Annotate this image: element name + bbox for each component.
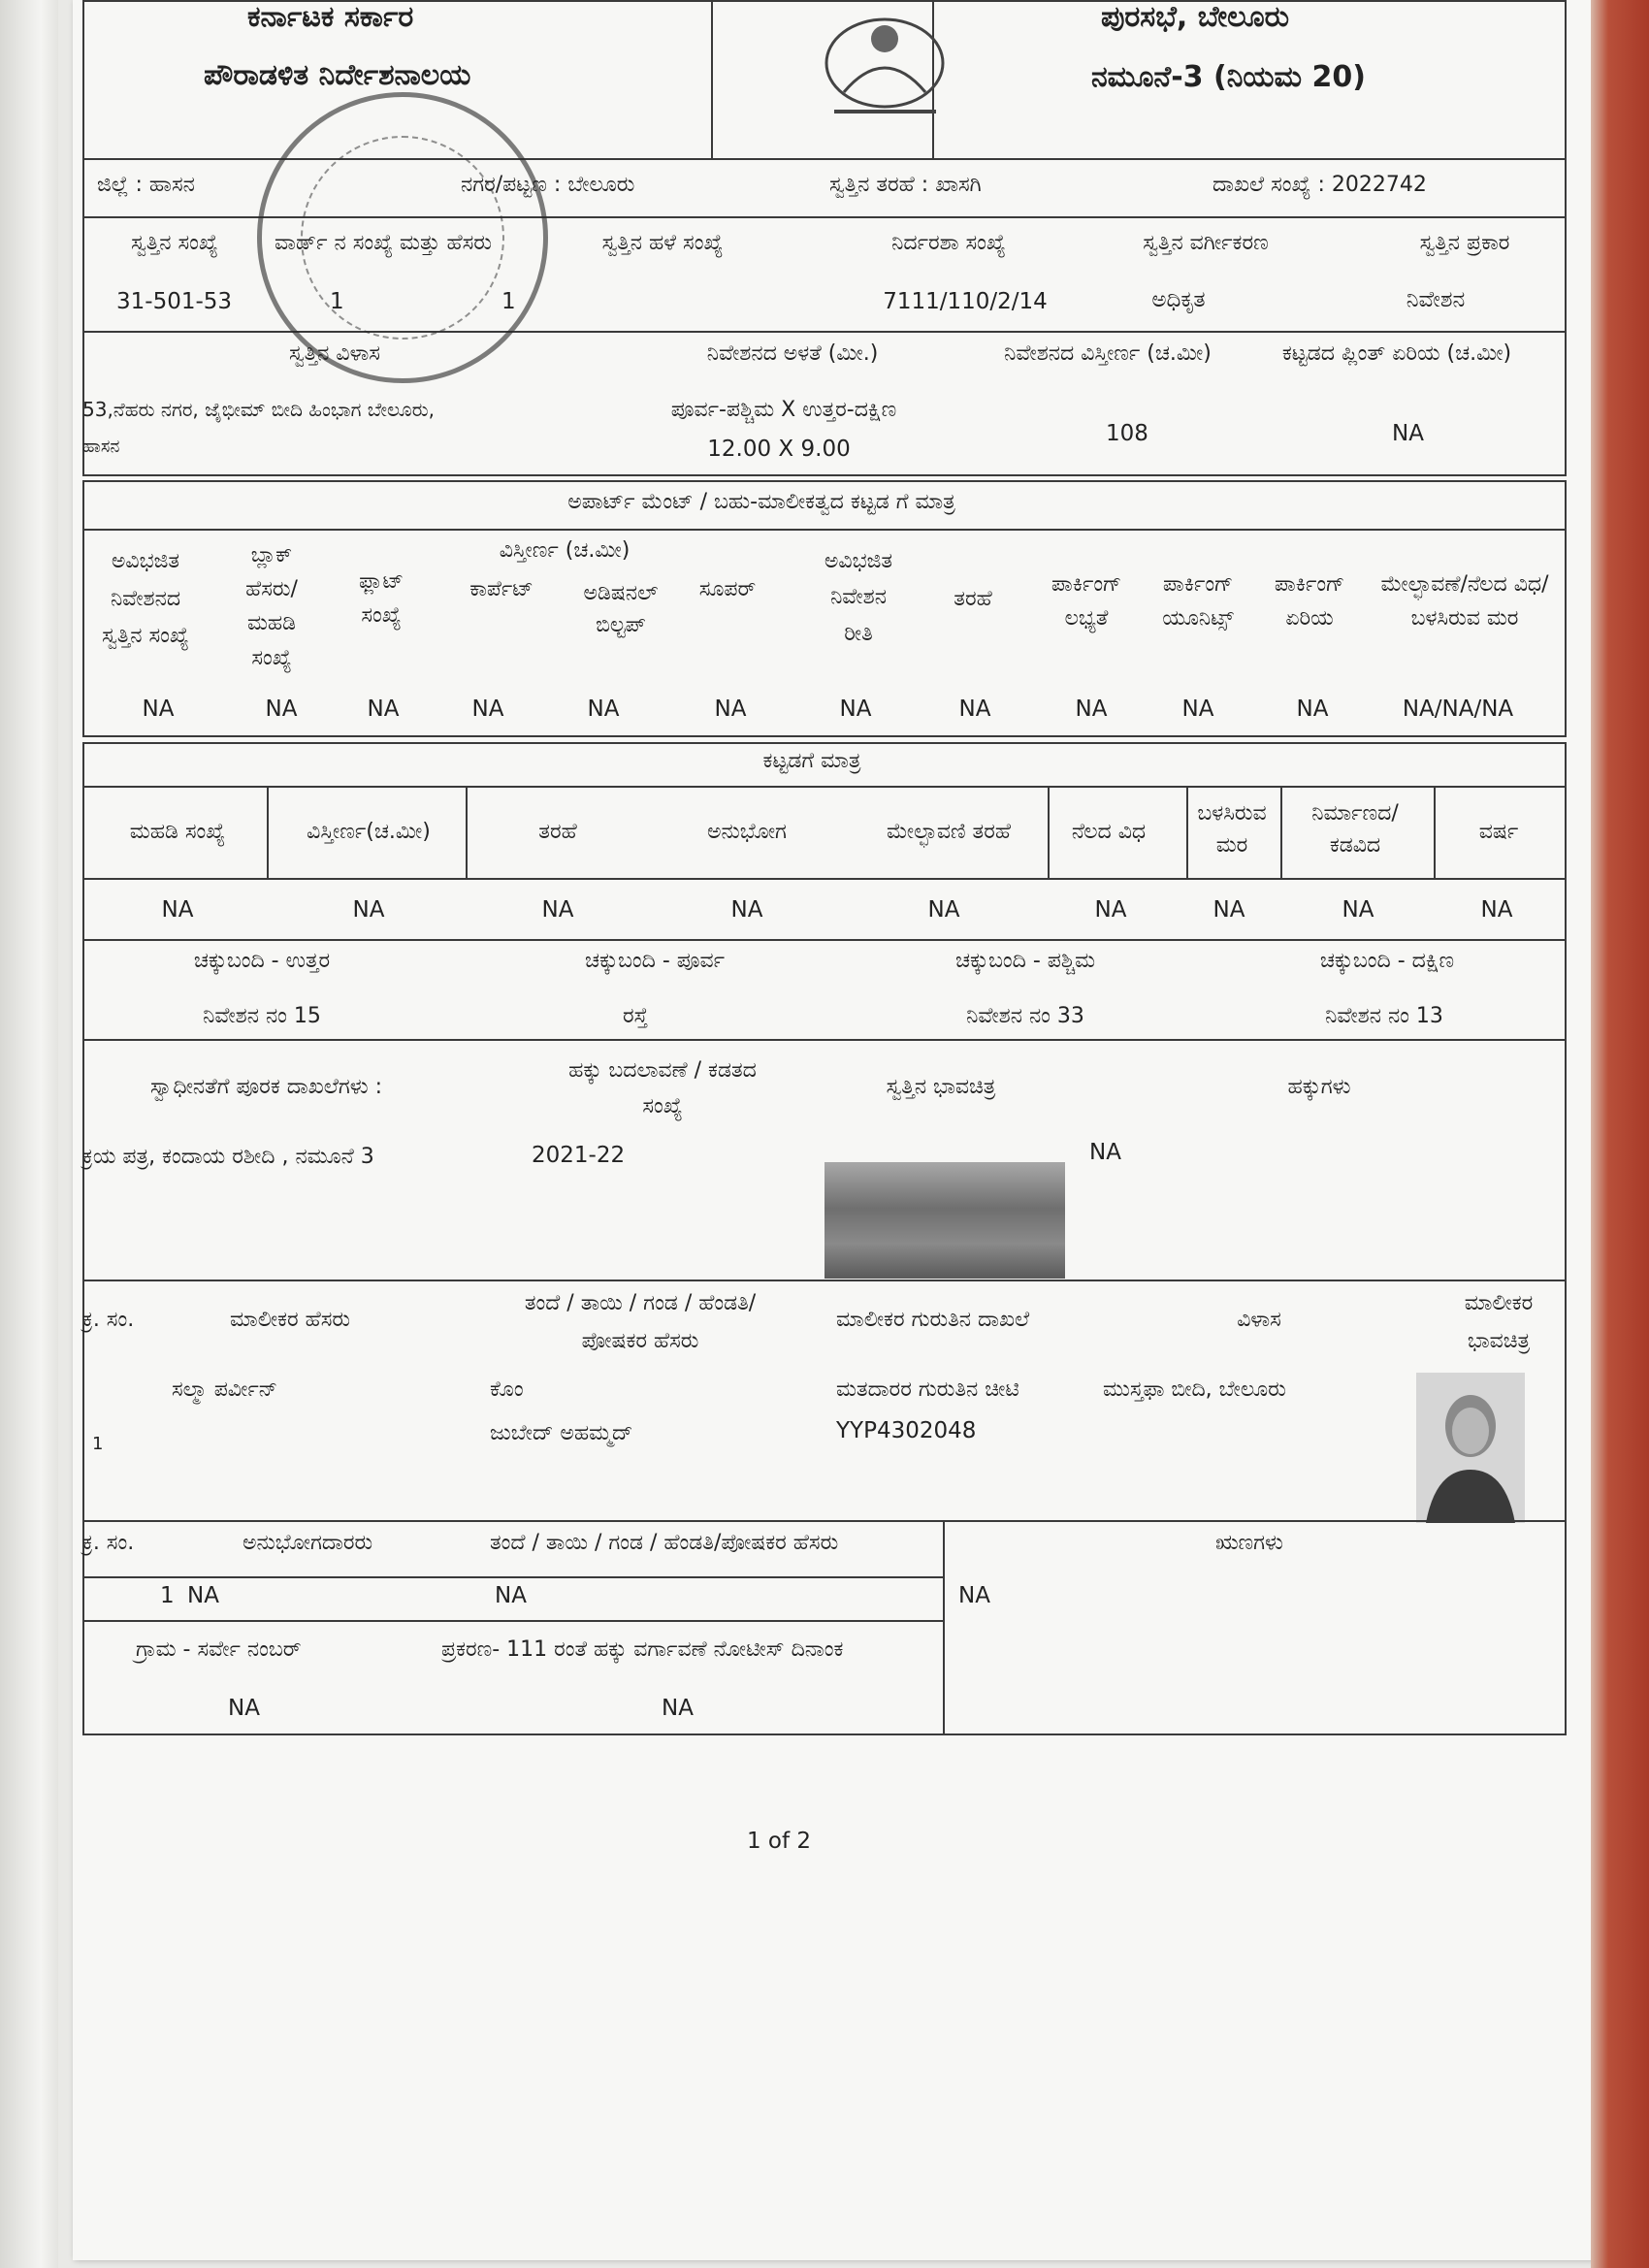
form-frame [82,0,1567,1736]
property-number: 31-501-53 [116,289,233,314]
record-number: ದಾಖಲೆ ಸಂಖ್ಯೆ : 2022742 [1212,173,1427,197]
apartment-header-1: ಬ್ಲಾಕ್ ಹೆಸರು/ ಮಹಡಿ ಸಂಖ್ಯೆ [245,543,298,670]
apartment-header-5: ಸೂಪರ್ [698,577,757,601]
apartment-header-9: ಪಾರ್ಕಿಂಗ್ ಯೂನಿಟ್ಸ್ [1162,572,1234,632]
photo-header: ಸ್ವತ್ತಿನ ಭಾವಚಿತ್ರ [886,1075,996,1099]
occupant-name: NA [187,1583,219,1608]
apartment-header-7: ತರಹೆ [954,587,992,611]
property-header-0: ಸ್ವತ್ತಿನ ಸಂಖ್ಯೆ [131,231,218,255]
address-header-3: ಕಟ್ಟಡದ ಪ್ಲಿಂತ್ ಏರಿಯ (ಚ.ಮೀ) [1281,341,1512,366]
municipality-title: ಪುರಸಭೆ, ಬೇಲೂರು [1101,0,1290,34]
occupant-header-parent: ತಂದೆ / ತಾಯಿ / ಗಂಡ / ಹೆಂಡತಿ/ಪೋಷಕರ ಹೆಸರು [490,1531,839,1555]
govt-title: ಕರ್ನಾಟಕ ಸರ್ಕಾರ [247,0,414,34]
apartment-value-6: NA [839,697,872,722]
building-value-6: NA [1212,897,1245,923]
owner-relation: ಕೊಂ [490,1377,524,1402]
plinth-area: NA [1392,421,1424,446]
building-header-7: ನಿರ್ಮಾಣದ/ ಕಡವಿದ [1311,801,1399,858]
site-direction: ಪೂರ್ವ-ಪಶ್ಚಿಮ X ಉತ್ತರ-ದಕ್ಷಿಣ [670,398,897,422]
occupant-header-sno: ಕ್ರ. ಸಂ. [82,1531,135,1555]
survey-header: ಗ್ರಾಮ - ಸರ್ವೇ ನಂಬರ್ [136,1637,302,1662]
apartment-value-2: NA [367,697,400,722]
boundary-west: ನಿವೇಶನ ನಂ 33 [966,1004,1084,1028]
occupant-header-debts: ಋಣಗಳು [1215,1531,1283,1555]
apartment-header-6: ಅವಿಭಜಿತ ನಿವೇಶನ ರೀತಿ [824,549,893,646]
apartment-value-5: NA [714,697,747,722]
apartment-value-7: NA [958,697,991,722]
apartment-header-11: ಮೇಲ್ಛಾವಣೆ/ನೆಲದ ವಿಧ/ಬಳಸಿರುವ ಮರ [1380,572,1549,632]
building-header-5: ನೆಲದ ವಿಧ [1071,820,1147,844]
building-value-2: NA [541,897,574,923]
occupant-sno: 1 [160,1583,175,1608]
owner-id-number: YYP4302048 [836,1418,977,1443]
building-value-7: NA [1342,897,1374,923]
old-number: 1 [501,289,516,314]
form-number: ನಮೂನೆ-3 (ನಿಯಮ 20) [1091,60,1366,94]
apartment-area-group: ವಿಸ್ತೀರ್ಣ (ಚ.ಮೀ) [499,538,630,563]
property-header-2: ಸ್ವತ್ತಿನ ಹಳೆ ಸಂಖ್ಯೆ [601,231,724,255]
apartment-value-9: NA [1181,697,1214,722]
occupant-debts: NA [958,1583,990,1608]
site-area: 108 [1106,421,1148,446]
property-photo [824,1162,1065,1279]
apartment-value-8: NA [1075,697,1108,722]
apartment-header-4: ಅಡಿಷನಲ್ ಬಿಲ್ಟಪ್ [583,581,659,637]
address-header-1: ನಿವೇಶನದ ಅಳತೆ (ಮೀ.) [706,341,879,366]
apartment-header-10: ಪಾರ್ಕಿಂಗ್ ಏರಿಯ [1274,572,1345,632]
occupant-header-name: ಅನುಭೋಗದಾರರು [242,1531,373,1555]
boundary-header-west: ಚಕ್ಕುಬಂದಿ - ಪಶ್ಚಿಮ [954,949,1096,973]
rights-header: ಹಕ್ಕುಗಳು [1287,1075,1351,1099]
apartment-value-10: NA [1296,697,1329,722]
boundary-header-south: ಚಕ್ಕುಬಂದಿ - ದಕ್ಷಿಣ [1319,949,1455,973]
property-type: ನಿವೇಶನ [1406,287,1466,312]
binder-edge-right [1591,0,1649,2268]
apartment-value-1: NA [265,697,298,722]
state-emblem-icon [815,5,955,121]
building-value-1: NA [352,897,385,923]
apartment-header-3: ಕಾರ್ಪೆಟ್ [469,577,534,601]
site-dimensions: 12.00 X 9.00 [707,437,851,462]
property-classification: ಅಧಿಕೃತ [1151,287,1206,312]
property-header-5: ಸ್ವತ್ತಿನ ಪ್ರಕಾರ [1419,231,1510,255]
owner-header-address: ವಿಳಾಸ [1237,1308,1281,1332]
owner-name: ಸಲ್ಮಾ ಪರ್ವೀನ್ [172,1377,278,1402]
boundary-header-east: ಚಕ್ಕುಬಂದಿ - ಪೂರ್ವ [584,949,726,973]
apartment-header-2: ಫ್ಲಾಟ್ ಸಂಖ್ಯೆ [358,569,404,629]
owner-header-relative: ತಂದೆ / ತಾಯಿ / ಗಂಡ / ಹೆಂಡತಿ/ಪೋಷಕರ ಹೆಸರು [524,1291,757,1353]
building-title: ಕಟ್ಟಡಗೆ ಮಾತ್ರ [762,749,861,773]
notice-date: NA [662,1696,694,1721]
building-header-0: ಮಹಡಿ ಸಂಖ್ಯೆ [129,820,226,844]
owner-header-name: ಮಾಲೀಕರ ಹೆಸರು [230,1308,351,1332]
building-header-2: ತರಹೆ [538,820,577,844]
building-header-4: ಮೇಲ್ಛಾವಣಿ ತರಹೆ [887,820,1011,844]
property-header-3: ನಿರ್ದರಶಾ ಸಂಖ್ಯೆ [891,231,1006,255]
apartment-header-0: ಅವಿಭಜಿತ ನಿವೇಶನದ ಸ್ವತ್ತಿನ ಸಂಖ್ಯೆ [102,549,189,648]
occupant-parent: NA [495,1583,527,1608]
district-text: ಜಿಲ್ಲೆ : ಹಾಸನ [97,173,195,197]
building-header-8: ವರ್ಷ [1478,820,1519,844]
building-value-4: NA [927,897,960,923]
official-seal [257,92,548,383]
building-header-1: ವಿಸ್ತೀರ್ಣ(ಚ.ಮೀ) [307,820,431,844]
guideline-number: 7111/110/2/14 [883,289,1048,314]
ward-number: 1 [330,289,344,314]
notice-header: ಪ್ರಕರಣ- 111 ರಂತೆ ಹಕ್ಕು ವರ್ಗಾವಣೆ ನೋಟೀಸ್ ದಿನಾಂಕ [441,1637,844,1662]
address-line-2: ಹಾಸನ [82,437,120,457]
owner-header-sno: ಕ್ರ. ಸಂ. [82,1308,135,1332]
page-edge-left [0,0,58,2268]
building-header-6: ಬಳಸಿರುವ ಮರ [1197,801,1267,858]
boundary-east: ರಸ್ತೆ [622,1004,649,1028]
apartment-value-3: NA [471,697,504,722]
boundary-south: ನಿವೇಶನ ನಂ 13 [1325,1004,1443,1028]
supporting-docs: ಕ್ರಯ ಪತ್ರ, ಕಂದಾಯ ರಶೀದಿ , ನಮೂನೆ 3 [82,1145,374,1169]
directorate-title: ಪೌರಾಡಳಿತ ನಿರ್ದೇಶನಾಲಯ [204,58,471,92]
boundary-header-north: ಚಕ್ಕುಬಂದಿ - ಉತ್ತರ [193,949,331,973]
survey-number: NA [228,1696,260,1721]
apartment-value-0: NA [142,697,175,722]
address-header-2: ನಿವೇಶನದ ವಿಸ್ತೀರ್ಣ (ಚ.ಮೀ) [1004,341,1212,366]
building-value-0: NA [161,897,194,923]
apartment-title: ಅಪಾರ್ಟ್ ಮೆಂಟ್ / ಬಹು-ಮಾಲೀಕತ್ವದ ಕಟ್ಟಡ ಗೆ ಮಾತ್ರ [567,490,955,514]
property-header-1: ವಾರ್ಡ್ ನ ಸಂಖ್ಯೆ ಮತ್ತು ಹೆಸರು [275,231,492,255]
rights-value: NA [1089,1140,1121,1165]
address-header-0: ಸ್ವತ್ತಿನ ವಿಳಾಸ [289,341,380,366]
address-line-1: 53,ನೆಹರು ನಗರ, ಜೈಭೀಮ್ ಬೀದಿ ಹಿಂಭಾಗ ಬೇಲೂರು, [82,398,435,421]
building-header-3: ಅನುಭೋಗ [707,820,787,844]
building-value-8: NA [1480,897,1513,923]
boundary-north: ನಿವೇಶನ ನಂ 15 [203,1004,321,1028]
town-text: ನಗರ/ಪಟ್ಟಣ : ಬೇಲೂರು [461,173,635,197]
owner-header-photo: ಮಾಲೀಕರ ಭಾವಚಿತ್ರ [1464,1291,1534,1353]
apartment-header-8: ಪಾರ್ಕಿಂಗ್ ಲಭ್ಯತೆ [1051,572,1122,632]
transfer-header: ಹಕ್ಕು ಬದಲಾವಣೆ / ಕಡತದ ಸಂಖ್ಯೆ [568,1058,757,1119]
property-header-4: ಸ್ವತ್ತಿನ ವರ್ಗೀಕರಣ [1143,231,1269,255]
owner-address: ಮುಸ್ತಫಾ ಬೀದಿ, ಬೇಲೂರು [1103,1377,1286,1402]
owner-sno: 1 [92,1434,104,1454]
building-value-3: NA [730,897,763,923]
building-value-5: NA [1094,897,1127,923]
apartment-value-4: NA [587,697,620,722]
owner-header-id: ಮಾಲೀಕರ ಗುರುತಿನ ದಾಖಲೆ [836,1308,1030,1332]
owner-id-type: ಮತದಾರರ ಗುರುತಿನ ಚೀಟಿ [836,1377,1019,1402]
page-number: 1 of 2 [746,1829,812,1854]
owner-photo [1416,1373,1525,1523]
owner-relative-name: ಜುಬೇದ್ ಅಹಮ್ಮದ್ [490,1421,633,1445]
apartment-value-11: NA/NA/NA [1402,697,1514,722]
docs-header: ಸ್ವಾಧೀನತೆಗೆ ಪೂರಕ ದಾಖಲೆಗಳು : [150,1075,383,1099]
property-kind-text: ಸ್ವತ್ತಿನ ತರಹೆ : ಖಾಸಗಿ [829,173,982,197]
transfer-number: 2021-22 [532,1143,626,1168]
